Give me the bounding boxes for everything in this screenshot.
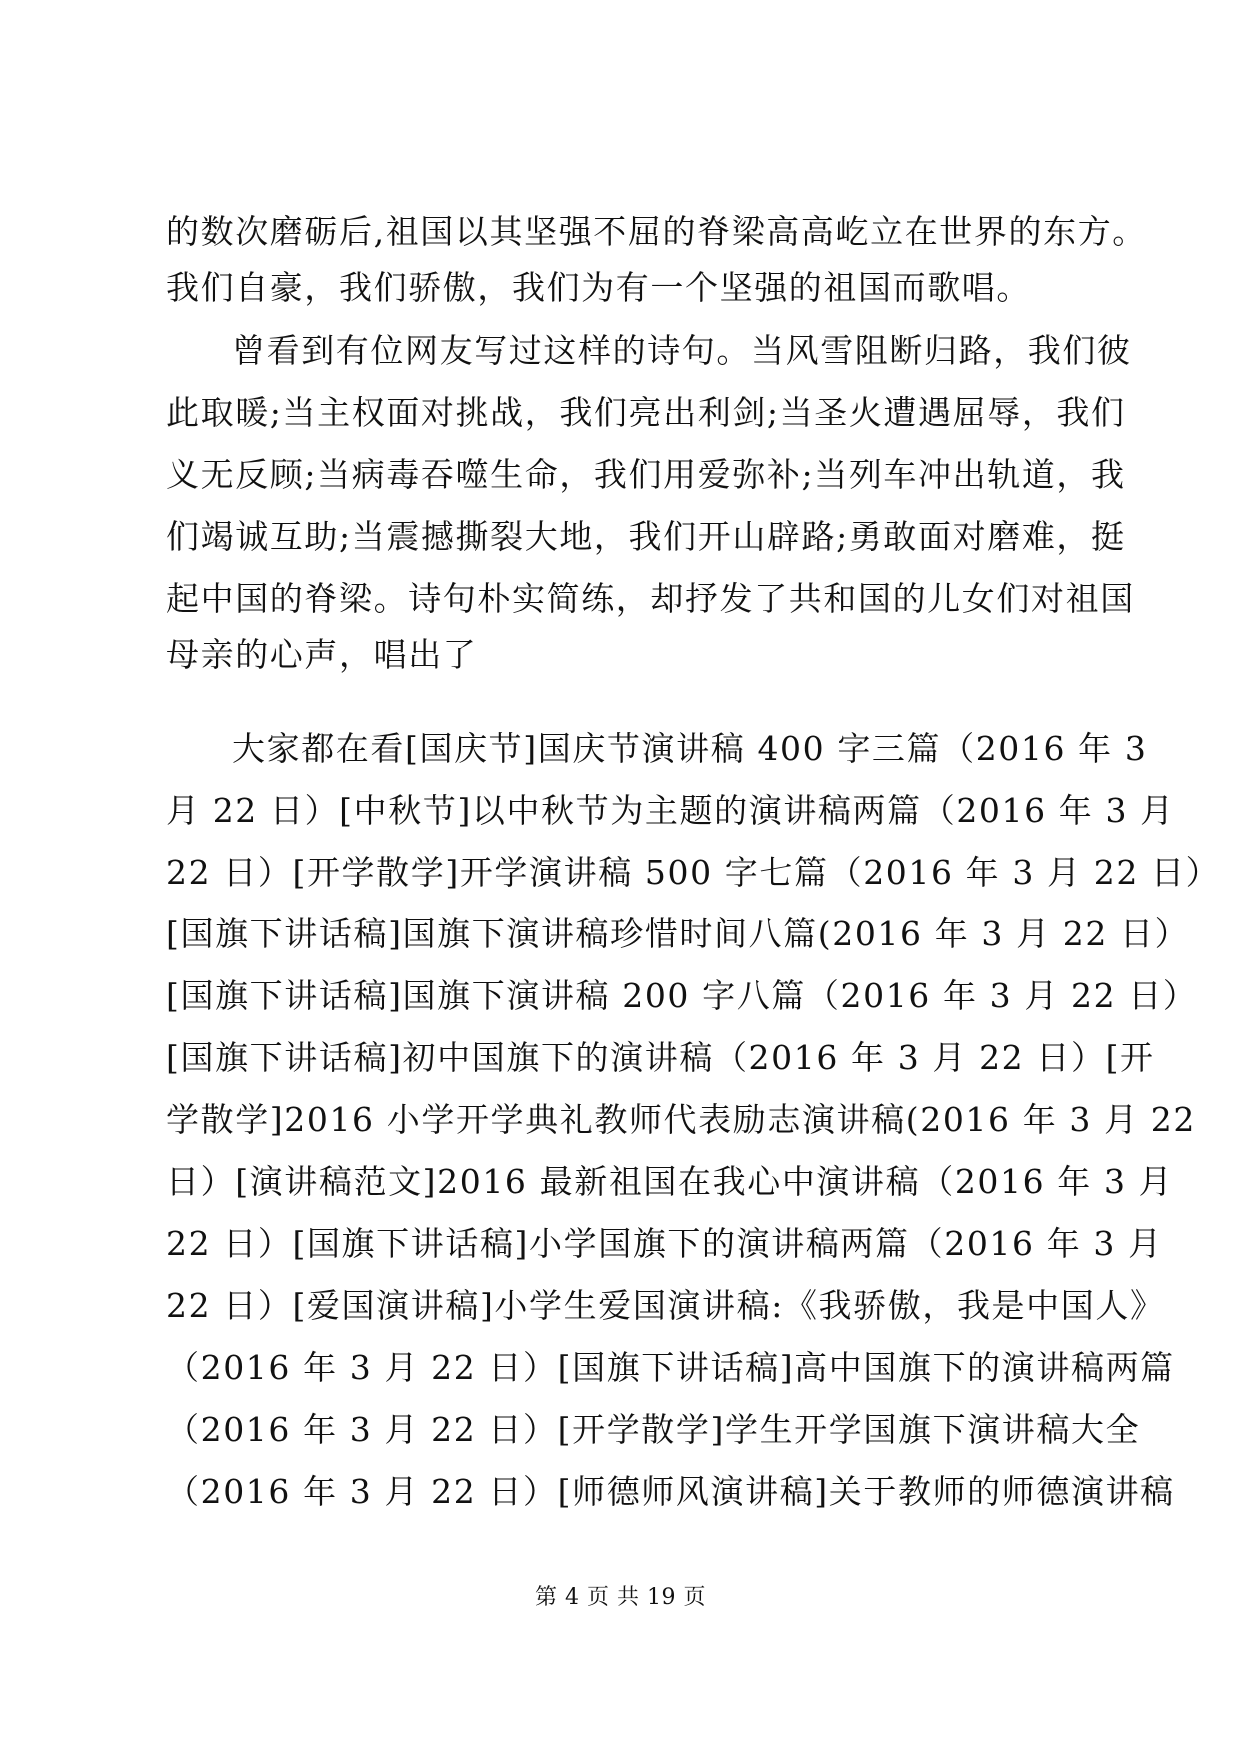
paragraph-start-line: 曾看到有位网友写过这样的诗句。当风雪阻断归路，我们彼: [232, 331, 1132, 370]
paragraph-start-line: 大家都在看[国庆节]国庆节演讲稿 400 字三篇（2016 年 3: [232, 729, 1148, 768]
text-line: 我们自豪，我们骄傲，我们为有一个坚强的祖国而歌唱。: [166, 268, 1031, 307]
text-line: [国旗下讲话稿]国旗下演讲稿珍惜时间八篇(2016 年 3 月 22 日）: [166, 914, 1190, 953]
text-line: 22 日）[国旗下讲话稿]小学国旗下的演讲稿两篇（2016 年 3 月: [166, 1224, 1163, 1263]
text-line: 月 22 日）[中秋节]以中秋节为主题的演讲稿两篇（2016 年 3 月: [166, 791, 1175, 830]
text-line: 的数次磨砺后,祖国以其坚强不屈的脊梁高高屹立在世界的东方。: [166, 212, 1147, 251]
text-line: 22 日）[爱国演讲稿]小学生爱国演讲稿:《我骄傲，我是中国人》: [166, 1286, 1165, 1325]
text-line: 此取暖;当主权面对挑战，我们亮出利剑;当圣火遭遇屈辱，我们: [166, 393, 1126, 432]
text-line: 义无反顾;当病毒吞噬生命，我们用爱弥补;当列车冲出轨道，我: [166, 455, 1126, 494]
page-footer: 第 4 页 共 19 页: [535, 1585, 706, 1610]
text-line: 们竭诚互助;当震撼撕裂大地，我们开山辟路;勇敢面对磨难，挺: [166, 517, 1126, 556]
text-line: [国旗下讲话稿]国旗下演讲稿 200 字八篇（2016 年 3 月 22 日）: [166, 976, 1198, 1015]
text-line: （2016 年 3 月 22 日）[开学散学]学生开学国旗下演讲稿大全: [166, 1410, 1141, 1449]
text-line: [国旗下讲话稿]初中国旗下的演讲稿（2016 年 3 月 22 日）[开: [166, 1038, 1155, 1077]
text-line: 学散学]2016 小学开学典礼教师代表励志演讲稿(2016 年 3 月 22: [166, 1100, 1196, 1139]
text-line: 22 日）[开学散学]开学演讲稿 500 字七篇（2016 年 3 月 22 日）: [166, 853, 1221, 892]
text-line: （2016 年 3 月 22 日）[师德师风演讲稿]关于教师的师德演讲稿: [166, 1472, 1175, 1511]
text-line: 日）[演讲稿范文]2016 最新祖国在我心中演讲稿（2016 年 3 月: [166, 1162, 1174, 1201]
text-line: 起中国的脊梁。诗句朴实简练，却抒发了共和国的儿女们对祖国: [166, 579, 1135, 618]
text-line: （2016 年 3 月 22 日）[国旗下讲话稿]高中国旗下的演讲稿两篇: [166, 1348, 1175, 1387]
text-line: 母亲的心声，唱出了: [166, 635, 478, 674]
